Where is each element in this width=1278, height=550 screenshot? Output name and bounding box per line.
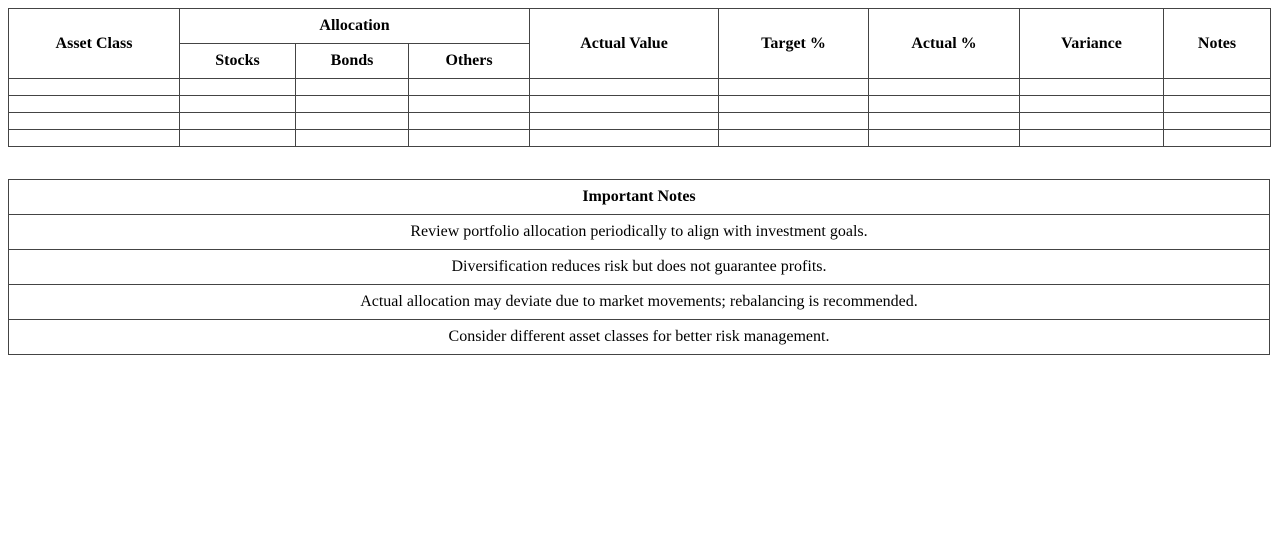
cell-actual-pct	[869, 96, 1020, 113]
cell-others	[409, 79, 530, 96]
cell-notes	[1164, 96, 1271, 113]
cell-target-pct	[719, 96, 869, 113]
note-item: Consider different asset classes for better risk management.	[9, 320, 1270, 355]
header-others: Others	[409, 44, 530, 79]
cell-others	[409, 130, 530, 147]
header-row-1	[9, 9, 1271, 44]
header-notes: Notes	[1164, 9, 1271, 79]
cell-actual-value	[530, 130, 719, 147]
note-item: Actual allocation may deviate due to market movements; rebalancing is recommended.	[9, 285, 1270, 320]
table-row	[9, 113, 1271, 130]
cell-asset-class	[9, 130, 180, 147]
allocation-table	[8, 8, 1271, 147]
note-row	[9, 215, 1270, 250]
notes-header-row	[9, 180, 1270, 215]
note-item: Diversification reduces risk but does not guarantee profits.	[9, 250, 1270, 285]
header-variance: Variance	[1020, 9, 1164, 79]
cell-notes	[1164, 79, 1271, 96]
note-item: Review portfolio allocation periodically to align with investment goals.	[9, 215, 1270, 250]
cell-actual-value	[530, 96, 719, 113]
header-bonds: Bonds	[296, 44, 409, 79]
table-row	[9, 96, 1271, 113]
cell-actual-pct	[869, 113, 1020, 130]
cell-asset-class	[9, 79, 180, 96]
header-asset-class: Asset Class	[9, 9, 180, 79]
cell-notes	[1164, 113, 1271, 130]
note-row	[9, 320, 1270, 355]
header-target-pct: Target %	[719, 9, 869, 79]
cell-actual-value	[530, 79, 719, 96]
cell-variance	[1020, 113, 1164, 130]
cell-variance	[1020, 130, 1164, 147]
cell-bonds	[296, 96, 409, 113]
cell-actual-pct	[869, 130, 1020, 147]
cell-stocks	[180, 96, 296, 113]
cell-notes	[1164, 130, 1271, 147]
cell-others	[409, 113, 530, 130]
important-notes-table	[8, 179, 1270, 355]
cell-bonds	[296, 113, 409, 130]
cell-variance	[1020, 96, 1164, 113]
cell-target-pct	[719, 113, 869, 130]
table-row	[9, 130, 1271, 147]
header-allocation: Allocation	[180, 9, 530, 44]
table-row	[9, 79, 1271, 96]
cell-stocks	[180, 113, 296, 130]
cell-actual-pct	[869, 79, 1020, 96]
header-stocks: Stocks	[180, 44, 296, 79]
cell-variance	[1020, 79, 1164, 96]
cell-others	[409, 96, 530, 113]
header-actual-value: Actual Value	[530, 9, 719, 79]
cell-target-pct	[719, 79, 869, 96]
cell-stocks	[180, 130, 296, 147]
notes-title: Important Notes	[9, 180, 1270, 215]
cell-bonds	[296, 79, 409, 96]
cell-target-pct	[719, 130, 869, 147]
cell-stocks	[180, 79, 296, 96]
cell-asset-class	[9, 113, 180, 130]
note-row	[9, 285, 1270, 320]
header-actual-pct: Actual %	[869, 9, 1020, 79]
cell-bonds	[296, 130, 409, 147]
cell-asset-class	[9, 96, 180, 113]
note-row	[9, 250, 1270, 285]
cell-actual-value	[530, 113, 719, 130]
